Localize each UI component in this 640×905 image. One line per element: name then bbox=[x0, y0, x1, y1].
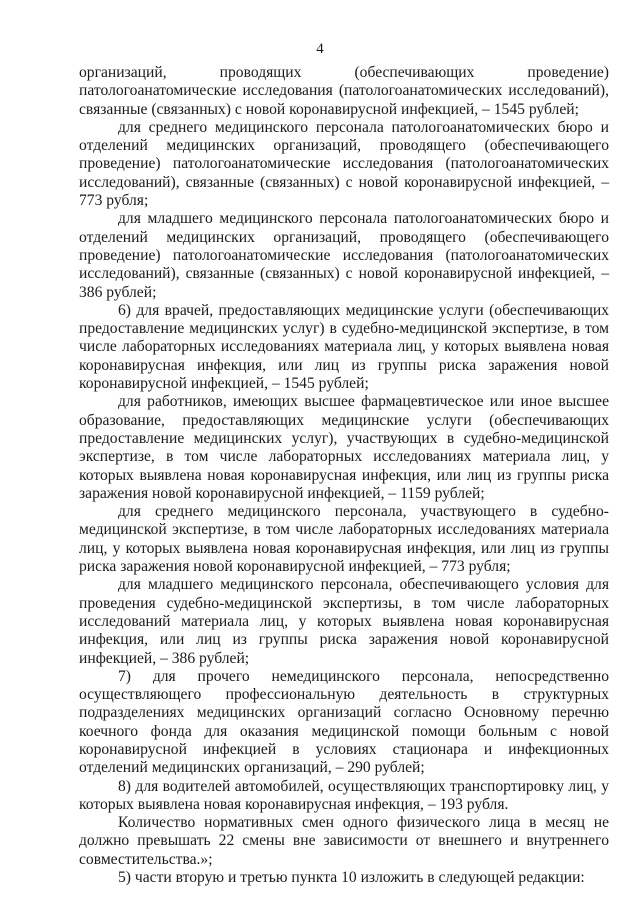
page-number: 4 bbox=[316, 41, 324, 57]
paragraph-mid-level-forensic-staff: для среднего медицинского персонала, участвующего в судебно-медицинской экспертизе, в том числе лабораторных исследованиях материала лиц, у которых выявлена новая коронавирусная инфекция, или лиц из группы риска заражения новой коронавирусной инфекцией, – 773 рубля; bbox=[79, 503, 609, 576]
paragraph-item-8-drivers: 8) для водителей автомобилей, осуществляющих транспортировку лиц, у которых выявлена новая коронавирусная инфекция, – 193 рубля. bbox=[79, 777, 609, 813]
paragraph-item-6-forensic-doctors: 6) для врачей, предоставляющих медицинские услуги (обеспечивающих предоставление медицинских услуг) в судебно-медицинской экспертизе, в том числе лабораторных исследованиях материала лиц, у которых выявлена новая коронавирусная инфекция, или лиц из группы риска заражения новой коронавирусной инфекцией, – 1545 рублей; bbox=[79, 301, 609, 393]
paragraph-junior-forensic-staff: для младшего медицинского персонала, обеспечивающего условия для проведения судебно-медицинской экспертизы, в том числе лабораторных исследований материала лиц, у которых выявлена новая коронавирусная инфекция, или лиц из группы риска заражения новой коронавирусной инфекцией, – 386 рублей; bbox=[79, 576, 609, 667]
paragraph-junior-pathology-staff: для младшего медицинского персонала патологоанатомических бюро и отделений медицинских организаций, проводящего (обеспечивающего проведение) патологоанатомические исследования (патологоанатомических исследований), связанные (связанных) с новой коронавирусной инфекцией, – 386 рублей; bbox=[79, 210, 609, 301]
paragraph-mid-level-pathology-staff: для среднего медицинского персонала патологоанатомических бюро и отделений медицинских организаций, проводящего (обеспечивающего проведение) патологоанатомические исследования (патологоанатомических исследований), связанные (связанных) с новой коронавирусной инфекцией, – 773 рубля; bbox=[79, 118, 609, 210]
paragraph-pharmaceutical-workers: для работников, имеющих высшее фармацевтическое или иное высшее образование, предоставляющих медицинские услуги (обеспечивающих предоставление медицинских услуг), участвующих в судебно-медицинской экспертизе, в том числе лабораторных исследованиях материала лиц, у которых выявлена новая коронавирусная инфекция, или лиц из группы риска заражения новой коронавирусной инфекцией, – 1159 рублей; bbox=[79, 393, 609, 502]
document-body bbox=[79, 64, 609, 887]
paragraph-shift-limit: Количество нормативных смен одного физического лица в месяц не должно превышать 22 смены вне зависимости от внешнего и внутреннего совместительства.»; bbox=[79, 814, 609, 868]
paragraph-continuation: организаций, проводящих (обеспечивающих проведение) патологоанатомические исследования (патологоанатомических исследований), связанные (связанных) с новой коронавирусной инфекцией, – 1545 рублей; bbox=[79, 64, 609, 118]
paragraph-item-5-amendment: 5) части вторую и третью пункта 10 изложить в следующей редакции: bbox=[118, 869, 585, 887]
paragraph-item-7-non-medical-staff: 7) для прочего немедицинского персонала, непосредственно осуществляющего профессиональную деятельность в структурных подразделениях медицинских организаций согласно Основному перечню коечного фонда для оказания медицинской помощи больным с новой коронавирусной инфекцией в условиях стационара и инфекционных отделений медицинских организаций, – 290 рублей; bbox=[79, 667, 609, 777]
